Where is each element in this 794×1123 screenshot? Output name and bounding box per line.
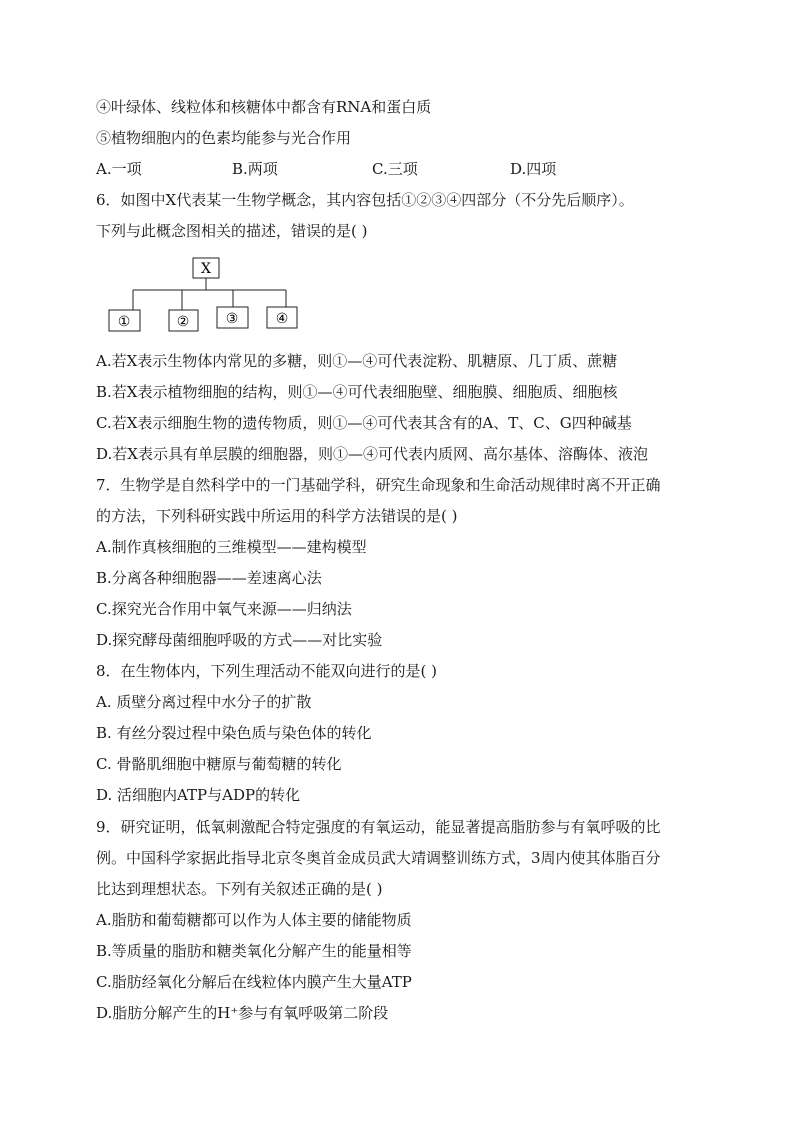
diagram-root-label: X [201,261,211,277]
q9-stem-line-1: 9．研究证明，低氧刺激配合特定强度的有氧运动，能显著提高脂肪参与有氧呼吸的比 [96,818,661,836]
q9-option-d: D.脂肪分解产生的H⁺参与有氧呼吸第二阶段 [96,1004,389,1022]
q7-option-d: D.探究酵母菌细胞呼吸的方式——对比实验 [96,631,383,649]
q5-option-a: A.一项 [96,160,142,178]
q5-option-b: B.两项 [232,160,278,178]
q6-option-c: C.若X表示细胞生物的遗传物质，则①—④可代表其含有的A、T、C、G四种碱基 [96,414,632,432]
q8-option-b: B. 有丝分裂过程中染色质与染色体的转化 [96,724,372,742]
q6-stem-line-2: 下列与此概念图相关的描述，错误的是( ) [96,222,368,240]
q7-option-b: B.分离各种细胞器——差速离心法 [96,569,322,587]
q5-option-c: C.三项 [372,160,418,178]
q9-stem-line-2: 例。中国科学家据此指导北京冬奥首金成员武大靖调整训练方式，3周内使其体脂百分 [96,849,661,867]
q5-option-d: D.四项 [510,160,557,178]
q9-option-b: B.等质量的脂肪和糖类氧化分解产生的能量相等 [96,942,412,960]
q6-stem-line-1: 6．如图中X代表某一生物学概念，其内容包括①②③④四部分（不分先后顺序）。 [96,191,634,209]
q5-options [96,159,696,179]
diagram-child-label-3: ③ [225,311,239,327]
q7-option-a: A.制作真核细胞的三维模型——建构模型 [96,538,367,556]
q6-option-d: D.若X表示具有单层膜的细胞器，则①—④可代表内质网、高尔基体、溶酶体、液泡 [96,445,648,463]
diagram-child-label-4: ④ [275,311,289,327]
diagram-child-label-1: ① [117,314,131,330]
q9-option-c: C.脂肪经氧化分解后在线粒体内膜产生大量ATP [96,973,412,991]
concept-diagram [100,255,320,337]
q7-stem-line-2: 的方法，下列科研实践中所运用的科学方法错误的是( ) [96,507,458,525]
q8-option-c: C. 骨骼肌细胞中糖原与葡萄糖的转化 [96,755,342,773]
q7-stem-line-1: 7．生物学是自然科学中的一门基础学科，研究生命现象和生命活动规律时离不开正确 [96,476,661,494]
q8-option-a: A. 质壁分离过程中水分子的扩散 [96,693,312,711]
diagram-child-label-2: ② [176,314,190,330]
q8-stem: 8．在生物体内，下列生理活动不能双向进行的是( ) [96,662,438,680]
q8-option-d: D. 活细胞内ATP与ADP的转化 [96,786,301,804]
q6-option-a: A.若X表示生物体内常见的多糖，则①—④可代表淀粉、肌糖原、几丁质、蔗糖 [96,352,618,370]
q6-option-b: B.若X表示植物细胞的结构，则①—④可代表细胞壁、细胞膜、细胞质、细胞核 [96,383,618,401]
q9-option-a: A.脂肪和葡萄糖都可以作为人体主要的储能物质 [96,911,412,929]
q5-statement-5: ⑤植物细胞内的色素均能参与光合作用 [96,129,352,147]
q9-stem-line-3: 比达到理想状态。下列有关叙述正确的是( ) [96,880,383,898]
q5-statement-4: ④叶绿体、线粒体和核糖体中都含有RNA和蛋白质 [96,98,432,116]
q7-option-c: C.探究光合作用中氧气来源——归纳法 [96,600,352,618]
